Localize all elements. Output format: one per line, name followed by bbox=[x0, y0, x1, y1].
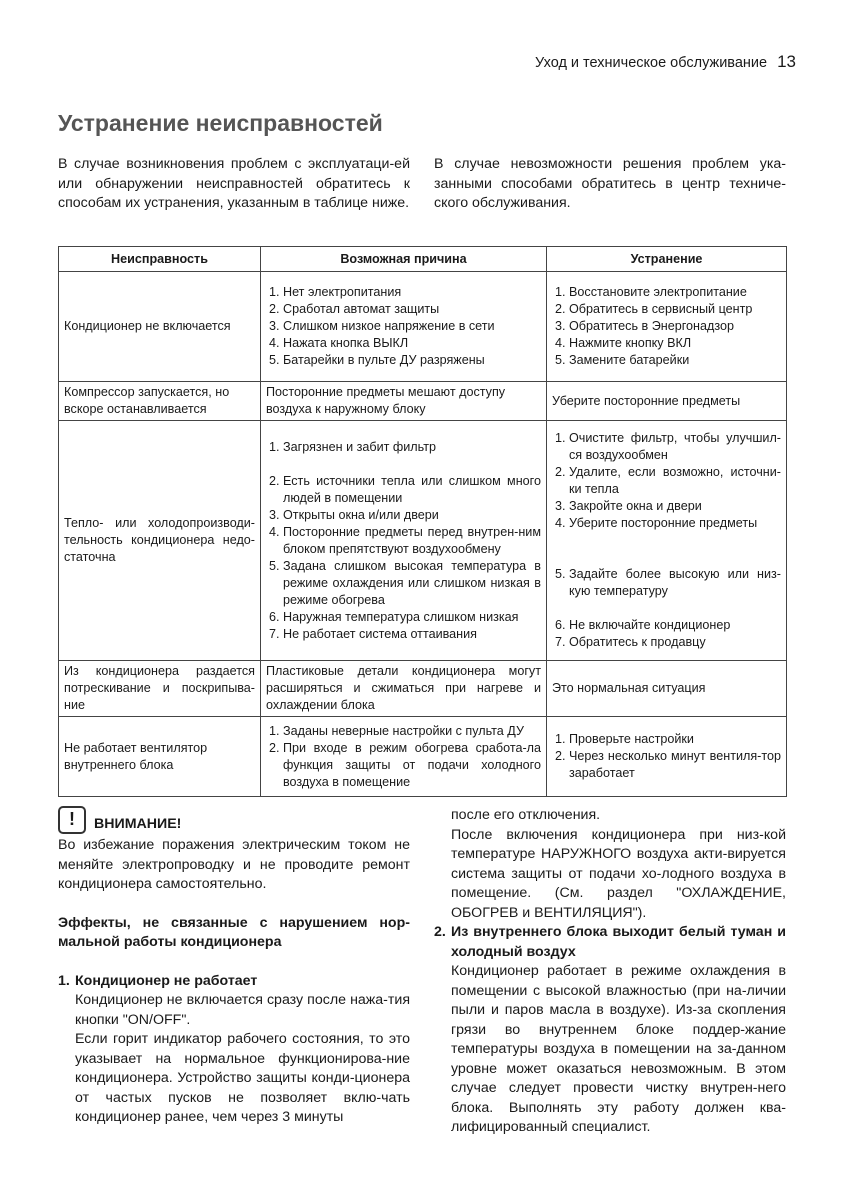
table-row bbox=[59, 272, 787, 382]
intro-right: В случае невозможности решения проблем ука-занными способами обратитесь в центр техниче-ского обслуживания. bbox=[434, 156, 786, 211]
column-header-fault: Неисправность bbox=[59, 247, 261, 272]
right-column bbox=[434, 806, 786, 1138]
cause-item: 3. Слишком низкое напряжение в сети bbox=[283, 318, 541, 335]
effect-paragraph: Кондиционер не включается сразу после нажа-тия кнопки "ON/OFF". bbox=[75, 992, 410, 1028]
cause-cell bbox=[261, 272, 547, 382]
fault-cell: Кондиционер не включается bbox=[59, 272, 261, 382]
fix-item: 3. Закройте окна и двери bbox=[569, 498, 781, 515]
page-number: 13 bbox=[777, 52, 796, 71]
fix-item: 2. Обратитесь в сервисный центр bbox=[569, 301, 781, 318]
page-title: Устранение неисправностей bbox=[58, 110, 383, 136]
fix-item: 5. Замените батарейки bbox=[569, 352, 781, 369]
cause-item: 3. Открыты окна и/или двери bbox=[283, 507, 541, 524]
cause-item: 4. Нажата кнопка ВЫКЛ bbox=[283, 335, 541, 352]
cause-item: 7. Не работает система оттаивания bbox=[283, 626, 541, 643]
cause-item: 2. Сработал автомат защиты bbox=[283, 301, 541, 318]
effect-paragraph: Если горит индикатор рабочего состояния, то это указывает на нормальное функционирова-ние кондиционера. Устройство защиты конди-ционера от частых пусков не позволяет вклю-чать кондиционер ранее, чем через 3 минуты bbox=[75, 1031, 410, 1125]
column-header-cause: Возможная причина bbox=[261, 247, 547, 272]
fix-item: 3. Обратитесь в Энергонадзор bbox=[569, 318, 781, 335]
fix-item: 4. Нажмите кнопку ВКЛ bbox=[569, 335, 781, 352]
fix-cell: Уберите посторонние предметы bbox=[547, 382, 787, 421]
warning-text: Во избежание поражения электрическим током не меняйте электропроводку и не проводите ремонт кондиционера самостоятельно. bbox=[58, 837, 410, 892]
table-row bbox=[59, 421, 787, 661]
cause-item: 1. Заданы неверные настройки с пульта ДУ bbox=[283, 723, 541, 740]
fix-item: 4. Уберите посторонние предметы bbox=[569, 515, 781, 532]
left-column bbox=[58, 806, 410, 1128]
section-title: Уход и техническое обслуживание bbox=[535, 55, 768, 71]
fix-item: 5. Задайте более высокую или низ-кую температуру bbox=[569, 566, 781, 600]
fix-item: 7. Обратитесь к продавцу bbox=[569, 634, 781, 651]
fault-cell: Компрессор запускается, но вскоре останавливается bbox=[59, 382, 261, 421]
fix-item: 2. Через несколько минут вентиля-тор заработает bbox=[569, 748, 781, 782]
fix-item: 2. Удалите, если возможно, источни-ки тепла bbox=[569, 464, 781, 498]
running-header bbox=[535, 52, 796, 72]
cause-item: 5. Задана слишком высокая температура в режиме охлаждения или слишком низкая в режиме обогрева bbox=[283, 558, 541, 609]
cause-item: 2. При входе в режим обогрева сработа-ла функция защиты от подачи холодного воздуха в помещение bbox=[283, 740, 541, 791]
warning-icon: ! bbox=[58, 806, 86, 834]
cause-cell: Пластиковые детали кондиционера могут расширяться и сжиматься при нагреве и охлаждении блока bbox=[261, 661, 547, 717]
cause-item: 2. Есть источники тепла или слишком много людей в помещении bbox=[283, 473, 541, 507]
warning-header bbox=[58, 806, 410, 834]
fix-cell bbox=[547, 421, 787, 661]
cause-item: 1. Загрязнен и забит фильтр bbox=[283, 439, 541, 456]
effect-paragraph: после его отключения. bbox=[451, 807, 601, 823]
fix-cell: Это нормальная ситуация bbox=[547, 661, 787, 717]
fix-item: 1. Очистите фильтр, чтобы улучшил-ся воздухообмен bbox=[569, 430, 781, 464]
effect-item-title: Кондиционер не работает bbox=[75, 972, 258, 989]
effect-item-number: 1. bbox=[58, 972, 70, 989]
fix-cell bbox=[547, 272, 787, 382]
column-header-fix: Устранение bbox=[547, 247, 787, 272]
table-row bbox=[59, 661, 787, 717]
cause-item: 4. Посторонние предметы перед внутрен-ним блоком препятствуют воздухообмену bbox=[283, 524, 541, 558]
fix-cell bbox=[547, 717, 787, 797]
effects-heading: Эффекты, не связанные с нарушением нор-мальной работы кондиционера bbox=[58, 914, 410, 950]
cause-cell: Посторонние предметы мешают доступу воздуха к наружному блоку bbox=[261, 382, 547, 421]
cause-item: 1. Нет электропитания bbox=[283, 284, 541, 301]
cause-item: 5. Батарейки в пульте ДУ разряжены bbox=[283, 352, 541, 369]
cause-cell bbox=[261, 421, 547, 661]
effect-item-heading bbox=[58, 972, 410, 992]
fix-item: 1. Восстановите электропитание bbox=[569, 284, 781, 301]
effect-item-heading bbox=[434, 923, 786, 962]
effect-paragraph: После включения кондиционера при низ-кой температуре НАРУЖНОГО воздуха акти-вируется система защиты от подачи хо-лодного воздуха в помещение. (См. раздел "ОХЛАЖДЕНИЕ, ОБОГРЕВ и ВЕНТИЛЯЦИЯ"). bbox=[451, 826, 786, 921]
effect-paragraph: Кондиционер работает в режиме охлаждения в помещении с высокой влажностью (при на-личии пыли и паров масла в воздухе). Из-за скопления грязи во внутреннем блоке поддер-жание температуры воздуха в помещении на за-данном уровне может оказаться невозможным. В этом случае следует провести чистку внутрен-него блока. Выполнять эту работу должен ква-лифицированный специалист. bbox=[451, 963, 786, 1135]
intro-left: В случае возникновения проблем с эксплуатаци-ей или обнаружении неисправностей обратитесь к способам их устранения, указанным в таблице ниже. bbox=[58, 156, 410, 211]
fix-item: 1. Проверьте настройки bbox=[569, 731, 781, 748]
table-header-row bbox=[59, 247, 787, 272]
table-row bbox=[59, 717, 787, 797]
warning-title: ВНИМАНИЕ! bbox=[94, 815, 182, 832]
table-row bbox=[59, 382, 787, 421]
fault-cell: Тепло- или холодопроизводи-тельность кондиционера недо-статочна bbox=[59, 421, 261, 661]
cause-cell bbox=[261, 717, 547, 797]
fault-cell: Из кондиционера раздается потрескивание и поскрипыва-ние bbox=[59, 661, 261, 717]
troubleshooting-table bbox=[58, 246, 787, 797]
fix-item: 6. Не включайте кондиционер bbox=[569, 617, 781, 634]
cause-item: 6. Наружная температура слишком низкая bbox=[283, 609, 541, 626]
intro bbox=[58, 155, 786, 214]
effect-item-title: Из внутреннего блока выходит белый туман и холодный воздух bbox=[451, 924, 786, 960]
effect-item-number: 2. bbox=[434, 924, 446, 940]
fault-cell: Не работает вентилятор внутреннего блока bbox=[59, 717, 261, 797]
